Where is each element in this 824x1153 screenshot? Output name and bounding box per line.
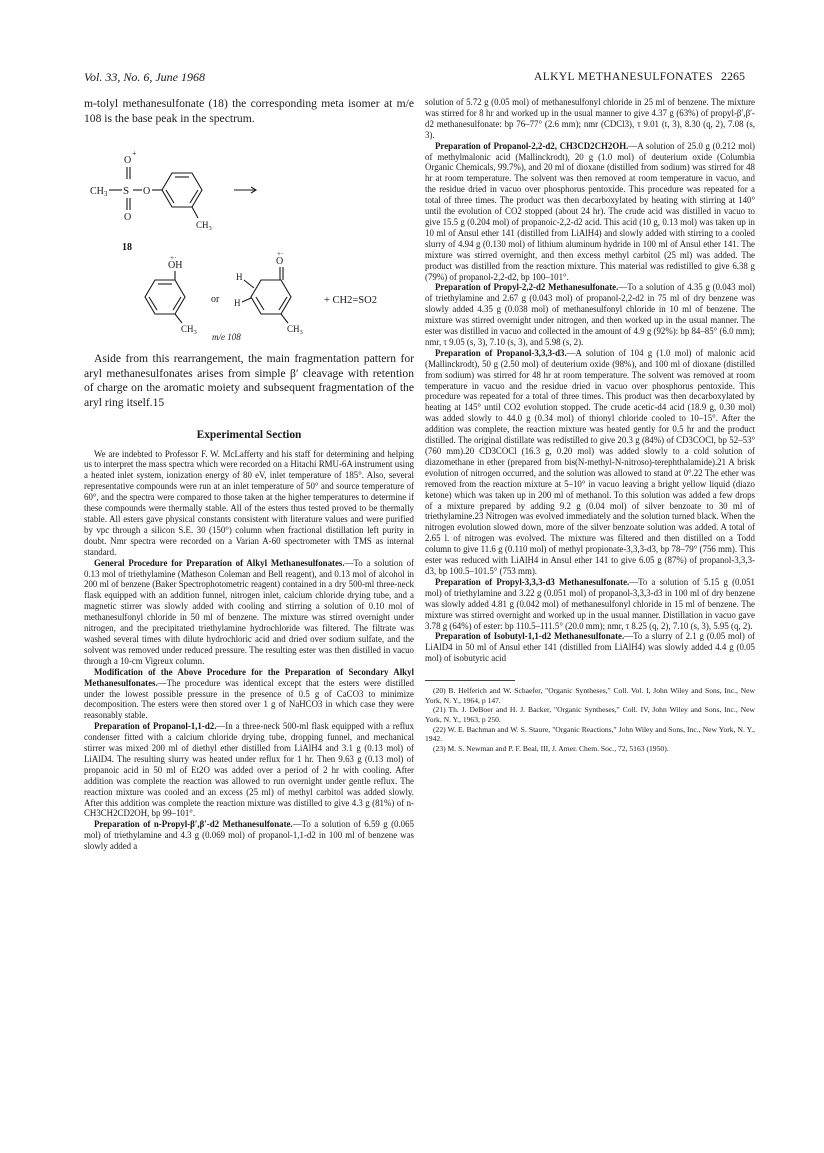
svg-text:O: O <box>143 186 151 198</box>
running-title: ALKYL METHANESULFONATES <box>534 71 714 83</box>
propanol-333-paragraph <box>425 348 755 577</box>
propyl-333-heading: Preparation of Propyl-3,3,3-d3 Methanesulfonate. <box>435 576 630 587</box>
svg-text:O: O <box>124 212 132 224</box>
svg-text:+·: +· <box>170 254 177 263</box>
modification-body: —The procedure was identical except that the esters were distilled under the lowest possible pressure in the presence of 0.5 g of CaCO3 to minimize decomposition. The esters were then stored over 1 g of NaHCO3 in which case they were reasonably stable. <box>84 677 414 721</box>
mass-label: m/e 108 <box>212 332 241 343</box>
journal-citation: Vol. 33, No. 6, June 1968 <box>84 70 205 84</box>
general-procedure-heading: General Procedure for Preparation of Alkyl Methanesulfonates. <box>94 557 345 568</box>
propanol-11-body: —In a three-neck 500-ml flask equipped with a reflux condenser fitted with a calcium chloride drying tube, dropping funnel, and mechanical stirrer was mixed 200 ml of diethyl ether distilled from LiAlH4 and 3.1 g (0.13 mol) of LiAlD4. The resulting slurry was heated under reflux for 1 hr. Then 9.63 g (0.13 mol) of propanoic acid in 50 ml of Et2O was added over a period of 2 hr with cooling. After addition was complete the reaction was allowed to run overnight under gentle reflux. The reaction mixture was cooled and an excess (25 ml) of methyl carbitol was added slowly. After this addition was complete the reaction mixture was distilled to give 4.3 g (81%) of n-CH3CH2CD2OH, bp 99–101°. <box>84 721 414 819</box>
svg-text:CH3: $CH_3$ <box>90 186 108 199</box>
section-title: Experimental Section <box>196 428 302 441</box>
propanol-22-heading: Preparation of Propanol-2,2-d2, CH3CD2CH2OH. <box>435 140 629 151</box>
right-column <box>425 97 755 753</box>
propyl-22-paragraph <box>425 282 755 347</box>
continued-paragraph: solution of 5.72 g (0.05 mol) of methanesulfonyl chloride in 25 ml of benzene. The mixture was stirred for 8 hr and worked up in the usual manner to give 4.37 g (63%) of propyl-β′,β′-d2 methanesulfonate: bp 76–77° (2.6 mm); nmr (CDCl3), τ 9.01 (t, 3), 8.30 (q, 2), 7.08 (s, 3). <box>425 97 755 140</box>
footnote-22: (22) W. E. Bachman and W. S. Staure, "Organic Reactions," John Wiley and Sons, Inc., New York, N. Y., 1942. <box>425 724 755 744</box>
general-procedure-paragraph <box>84 558 414 667</box>
svg-text:CH3: $CH_3$ <box>181 324 197 337</box>
svg-text:CH3: $CH_3$ <box>287 324 303 337</box>
footnote-20: (20) B. Helferich and W. Schaefer, "Organic Syntheses," Coll. Vol. I, John Wiley and Sons, Inc., New York, N. Y., 1964, p 147. <box>425 686 755 705</box>
or-label: or <box>211 294 220 306</box>
propanol-11-paragraph <box>84 721 414 819</box>
isobutyl-heading: Preparation of Isobutyl-1,1-d2 Methanesulfonate. <box>435 631 625 642</box>
propanol-11-heading: Preparation of Propanol-1,1-d2. <box>94 721 217 732</box>
left-column <box>84 97 414 852</box>
isobutyl-paragraph <box>425 631 755 664</box>
svg-text:+: + <box>132 149 137 159</box>
propyl-333-body: —To a solution of 5.15 g (0.051 mol) of triethylamine and 3.22 g (0.051 mol) of propanol-3,3,3-d3 in 100 ml of dry benzene was slowly added 4.81 g (0.042 mol) of methanesulfonyl chloride in 15 ml of benzene. The mixture was stirred overnight and worked up in the usual manner. Distillation in vacuo gave 3.78 g (64%) of ester: bp 110.5–111.5° (20.0 mm); nmr, τ 8.25 (q, 2), 7.10 (s, 3), 5.95 (q, 2). <box>425 576 755 631</box>
scheme-drawing <box>84 132 414 344</box>
modification-heading: Modification of the Above Procedure for the Preparation of Secondary Alkyl Methanesulfonates. <box>84 666 414 688</box>
propyl-22-body: —To a solution of 4.35 g (0.043 mol) of triethylamine and 2.67 g (0.043 mol) of propanol-2,2-d2 in 75 ml of dry benzene was slowly added 4.35 g (0.038 mol) of methanesulfonyl chloride in 10 ml of benzene. The mixture was stirred overnight under nitrogen, and then worked up in the usual manner. The ester was distilled in vacuo and collected in the amount of 4.9 g (92%): bp 84–85° (6.0 mm); nmr, τ 9.05 (s, 3), 7.10 (s, 3), and 5.98 (s, 2). <box>425 282 756 347</box>
footnote-21: (21) Th. J. DeBoer and H. J. Backer, "Organic Syntheses," Coll. IV, John Wiley and Sons, Inc., New York, N. Y., 1963, p 250. <box>425 705 755 724</box>
svg-text:O: O <box>276 256 284 268</box>
running-header <box>534 69 745 84</box>
page-number: 2265 <box>721 69 746 83</box>
svg-text:+·: +· <box>277 250 284 259</box>
fragmentation-scheme <box>84 132 414 344</box>
propanol-333-body: —A solution of 104 g (1.0 mol) of malonic acid (Mallinckrodt), 50 g (2.50 mol) of deuterium oxide (98%), and 100 ml of dioxane (distilled from sodium) was stirred for 48 hr at room temperature. The solvent was removed at room temperature in vacuo and the residue dried in vacuo over phosphorus pentoxide. This procedure was repeated for a total of three times. This product was then decarboxylated by heating at 145° until CO2 evolution stopped. The crude acetic-d4 acid (18.9 g, 0.30 mol) was added slowly to 44.0 g (0.34 mol) of thionyl chloride cooled to 10–15°. After the addition was complete, the reaction mixture was heated gently for 0.5 hr and the product distilled. The original distillate was redistilled to give 20.3 g (84%) of CD3COCl, bp 52–53° (760 mm).20 CD3COCl (16.3 g, 0.20 mol) was added slowly to a cold solution of diazomethane in ether (prepared from bis(N-methyl-N-nitroso)-terephthalamide).21 A brisk evolution of nitrogen occurred, and the solution was allowed to stand at 0°.22 The ether was removed from the reaction mixture at 5–10° in vacuo leaving a bright yellow liquid (diazo ketone) which was taken up in 200 ml of methanol. To this solution was added a few drops of a mixture prepared by adding 9.2 g (0.04 mol) of silver benzoate to 30 ml of triethylamine.23 Nitrogen was evolved immediately and the solution turned black. When the nitrogen evolution slowed down, more of the silver benzoate solution was added. A total of 2.65 l. of nitrogen was evolved. The mixture was filtered and then distilled on a Todd column to give 11.6 g (0.110 mol) of methyl propionate-3,3,3-d3, bp 78–79° (756 mm). This ester was reduced with LiAlH4 in Ansul ether 141 to give 6.05 g (87%) of propanol-3,3,3-d3, bp 100.5–101.5° (753 mm). <box>425 347 755 576</box>
intro-paragraph: m-tolyl methanesulfonate (18) the corresponding meta isomer at m/e 108 is the base peak in the spectrum. <box>84 97 414 125</box>
acknowledgment-paragraph: We are indebted to Professor F. W. McLafferty and his staff for determining and helping us to interpret the mass spectra which were recorded on a Hitachi RMU-6A instrument using a heated inlet system, ionization energy of 80 eV, inlet temperature of 185°. Also, several representative compounds were run at an inlet temperature of 50° and source temperature of 60°, and the spectra were compared to those taken at the higher temperatures to determine if these compounds were thermally stable. All of the esters thus tested proved to be thermally stable. All esters gave physical constants consistent with literature values and were purified by vpc through a silicon S.E. 30 (150°) column when fractional distillation left purity in doubt. Nmr spectra were recorded on a Varian A-60 spectrometer with TMS as internal standard. <box>84 448 414 557</box>
svg-text:H: H <box>236 272 243 283</box>
footnote-rule <box>425 680 515 681</box>
general-procedure-body: —To a solution of 0.13 mol of triethylamine (Matheson Coleman and Bell reagent), and 0.13 mol of alcohol in 200 ml of benzene (Baker Spectrophotometric reagent) contained in a dry 500-ml three-neck flask equipped with an addition funnel, nitrogen inlet, calcium chloride drying tube, and a magnetic stirrer was slowly added with cooling and stirring a solution of 0.10 mol of methanesulfonyl chloride in 50 ml of benzene. The mixture was stirred overnight under nitrogen, and the precipitated triethylamine hydrochloride was filtered. The filtrate was washed several times with dilute hydrochloric acid and dried over sodium sulfate, and the solvent was removed under reduced pressure. The resulting ester was then distilled in vacuo through a 10-cm Vigreux column. <box>84 557 414 666</box>
npropyl-heading: Preparation of n-Propyl-β′,β′-d2 Methanesulfonate. <box>94 819 293 830</box>
propyl-333-paragraph <box>425 577 755 632</box>
isobutyl-body: —To a slurry of 2.1 g (0.05 mol) of LiAlD4 in 50 ml of Ansul ether 141 (distilled from LiAlH4) was slowly added 4.4 g (0.05 mol) of isobutyric acid <box>425 631 755 664</box>
svg-text:S: S <box>123 185 130 198</box>
aside-paragraph: Aside from this rearrangement, the main fragmentation pattern for aryl methanesulfonates arises from simple β′ cleavage with retention of charge on the aromatic moiety and subsequent fragmentation of the aryl ring itself.15 <box>84 352 414 409</box>
propanol-22-body: —A solution of 25.0 g (0.212 mol) of methylmalonic acid (Mallinckrodt), 20 g (1.0 mol) of deuterium oxide (Columbia Organic Chemicals, 99.7%), and 20 ml of dioxane (distilled from sodium) was stirred for 48 hr at room temperature. The solvent was then removed at room temperature in vacuo, and the residue dried in vacuo over phosphorus pentoxide. This procedure was repeated for a total of three times. The product was then decarboxylated by heating with stirring at 140° until the evolution of CO2 stopped (about 24 hr). The crude acid was distilled in vacuo to give 15.5 g (0.204 mol) of propanoic-2,2-d2 acid. This acid (10 g, 0.13 mol) was taken up in 10 ml of Ansul ether 141 (distilled from LiAlH4) and slowly added with stirring to a cooled slurry of 4.94 g (0.130 mol) of lithium aluminum hydride in 100 ml of Ansul ether 141. The mixture was stirred overnight, and then excess methyl carbitol (25 ml) was added. The product was distilled from the reaction mixture. This material was redistilled to give 6.38 g (79%) of propanol-2,2-d2, bp 100–101°. <box>425 140 755 282</box>
compound-18-label: 18 <box>122 242 132 254</box>
propanol-22-paragraph <box>425 141 755 283</box>
ch2so2-label: + CH2=SO2 <box>324 295 377 307</box>
svg-text:H: H <box>234 298 241 309</box>
svg-text:O: O <box>124 155 132 167</box>
propanol-333-heading: Preparation of Propanol-3,3,3-d3. <box>435 347 567 358</box>
npropyl-body: —To a solution of 6.59 g (0.065 mol) of triethylamine and 4.3 g (0.069 mol) of propanol-1,1-d2 in 100 ml of benzene was slowly added a <box>84 819 414 852</box>
npropyl-paragraph <box>84 819 414 852</box>
svg-text:OH: OH <box>168 260 183 272</box>
modification-paragraph <box>84 667 414 722</box>
propyl-22-heading: Preparation of Propyl-2,2-d2 Methanesulfonate. <box>435 282 619 293</box>
footnote-23: (23) M. S. Newman and P. F. Beal, III, J. Amer. Chem. Soc., 72, 5163 (1950). <box>433 743 669 753</box>
svg-text:CH3: $CH_3$ <box>196 220 212 233</box>
